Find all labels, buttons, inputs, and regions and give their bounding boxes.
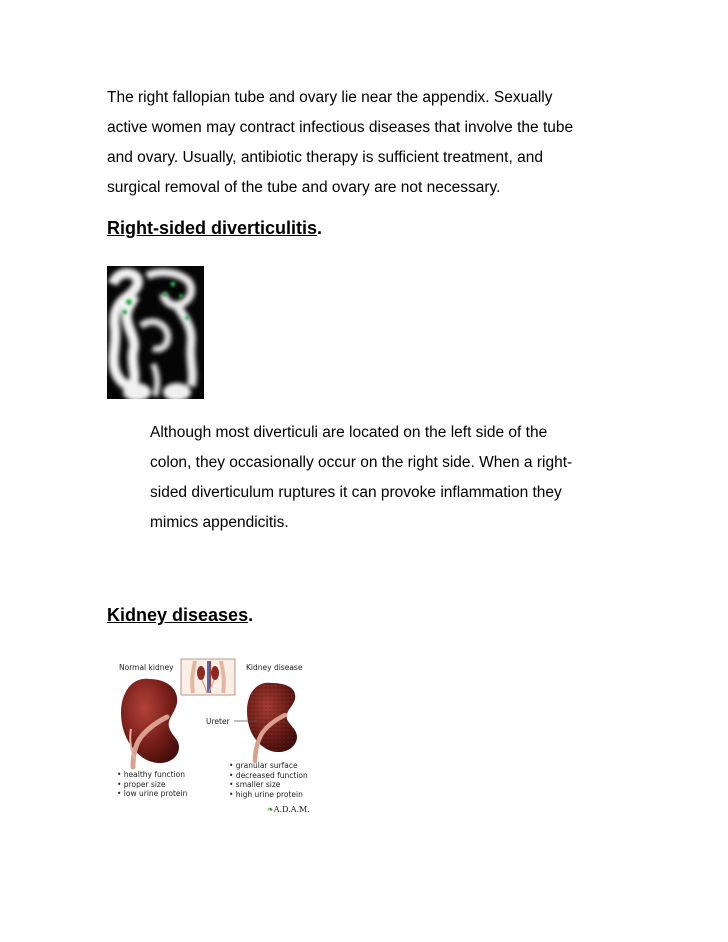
kidney-disease-label: Kidney disease (246, 663, 303, 672)
feature-item: • smaller size (229, 780, 281, 789)
heading-punct: . (317, 218, 323, 238)
diseased-kidney-drawing (247, 683, 297, 761)
kidney-figure (109, 655, 314, 820)
heading-punct: . (248, 605, 254, 625)
xray-image (107, 266, 204, 399)
heading-kidney-diseases (107, 605, 253, 626)
diverticulitis-paragraph (150, 418, 670, 538)
feature-item: • proper size (117, 779, 166, 789)
normal-kidney-drawing (121, 679, 179, 767)
intro-line: The right fallopian tube and ovary lie near the appendix. Sexually (107, 89, 553, 106)
feature-item: • healthy function (117, 770, 186, 779)
xray-graphic (107, 266, 204, 399)
diverticulitis-line: colon, they occasionally occur on the right side. When a right- (150, 454, 573, 471)
feature-item: • decreased function (229, 770, 308, 780)
intro-line: and ovary. Usually, antibiotic therapy is sufficient treatment, and (107, 149, 543, 166)
ureter-label: Ureter (206, 717, 230, 726)
diverticulitis-line: sided diverticulum ruptures it can provoke inflammation they (150, 484, 562, 501)
normal-kidney-label: Normal kidney (119, 663, 174, 672)
intro-line: active women may contract infectious diseases that involve the tube (107, 119, 574, 136)
normal-kidney-features (117, 770, 187, 799)
intro-line: surgical removal of the tube and ovary are not necessary. (107, 179, 501, 196)
leaf-icon: ❧ (267, 805, 274, 814)
feature-item: • high urine protein (229, 789, 303, 799)
diverticulitis-line: Although most diverticuli are located on the left side of the (150, 424, 548, 441)
heading-text: Kidney diseases (107, 605, 249, 625)
heading-right-sided-diverticulitis (107, 218, 322, 239)
feature-item: • low urine protein (117, 789, 188, 798)
diverticulitis-line: mimics appendicitis. (150, 514, 289, 531)
feature-item: • granular surface (229, 761, 298, 770)
heading-text: Right-sided diverticulitis (107, 218, 318, 238)
intro-paragraph (107, 83, 627, 203)
kidney-disease-features (229, 761, 308, 799)
adam-credit (267, 805, 310, 814)
adam-credit-text: A.D.A.M. (273, 805, 310, 814)
body-inset (181, 659, 235, 695)
